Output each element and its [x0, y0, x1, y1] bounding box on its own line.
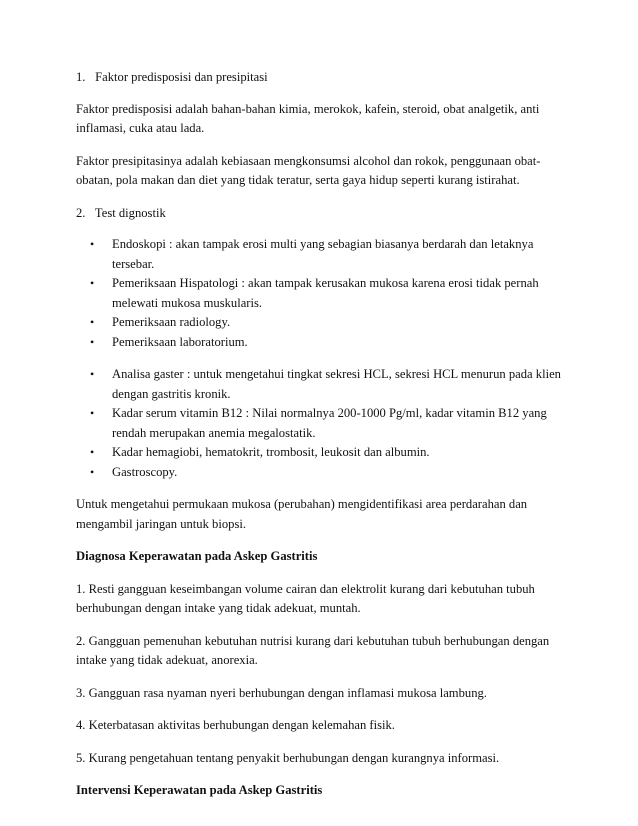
bullet-icon: •: [90, 276, 95, 290]
bullet-list-lab-tests: [76, 365, 576, 482]
section-title: Test dignostik: [94, 205, 166, 220]
diagnosa-item: 2. Gangguan pemenuhan kebutuhan nutrisi kurang dari kebutuhan tubuh berhubungan dengan intake yang tidak adekuat, anorexia.: [76, 633, 550, 667]
list-item: [76, 365, 576, 404]
bullet-icon: •: [90, 445, 95, 459]
section-heading-test-dignostik: [76, 204, 576, 224]
diagnosa-item: 3. Gangguan rasa nyaman nyeri berhubungan dengan inflamasi mukosa lambung.: [76, 685, 487, 700]
bullet-icon: •: [90, 334, 95, 349]
section-number: 1.: [76, 70, 86, 84]
list-item: [76, 235, 576, 274]
diagnosa-item: 1. Resti gangguan keseimbangan volume cairan dan elektrolit kurang dari kebutuhan tubuh berhubungan dengan intake yang tidak adekuat, muntah.: [76, 581, 535, 615]
list-item: [76, 404, 576, 443]
list-item: [76, 443, 576, 463]
section-heading-predisposisi: [76, 68, 576, 88]
heading-intervensi: Intervensi Keperawatan pada Askep Gastritis: [76, 783, 323, 797]
list-item-text: Endoskopi : akan tampak erosi multi yang sebagian biasanya berdarah dan letaknya tersebar.: [112, 237, 534, 271]
heading-diagnosa: Diagnosa Keperawatan pada Askep Gastritis: [76, 549, 318, 563]
list-item: [76, 274, 576, 313]
list-item-text: Pemeriksaan Hispatologi : akan tampak kerusakan mukosa karena erosi tidak pernah melewati mukosa muskularis.: [112, 276, 539, 310]
list-item: [76, 333, 576, 353]
bullet-icon: •: [90, 406, 95, 420]
section-number: 2.: [76, 205, 86, 220]
diagnosa-item: 5. Kurang pengetahuan tentang penyakit berhubungan dengan kurangnya informasi.: [76, 750, 500, 765]
list-item: [76, 463, 576, 483]
list-item-text: Analisa gaster : untuk mengetahui tingkat sekresi HCL, sekresi HCL menurun pada klien dengan gastritis kronik.: [112, 367, 561, 401]
section-title: Faktor predisposisi dan presipitasi: [95, 70, 268, 84]
list-item-text: Kadar hemagiobi, hematokrit, trombosit, leukosit dan albumin.: [112, 445, 430, 459]
bullet-icon: •: [90, 315, 95, 329]
list-item-text: Pemeriksaan laboratorium.: [112, 334, 248, 349]
paragraph-mukosa: Untuk mengetahui permukaan mukosa (perubahan) mengidentifikasi area perdarahan dan mengambil jaringan untuk biopsi.: [76, 497, 528, 531]
bullet-list-tests: [76, 235, 576, 352]
diagnosa-item: 4. Keterbatasan aktivitas berhubungan dengan kelemahan fisik.: [76, 718, 395, 732]
bullet-icon: •: [90, 464, 95, 479]
document-page: [76, 68, 576, 814]
list-item-text: Gastroscopy.: [112, 464, 178, 479]
bullet-icon: •: [90, 237, 95, 251]
bullet-icon: •: [90, 367, 95, 381]
paragraph-presipitasi: Faktor presipitasinya adalah kebiasaan mengkonsumsi alcohol dan rokok, penggunaan obat-obatan, pola makan dan diet yang tidak teratur, serta gaya hidup seperti kurang istirahat.: [76, 153, 541, 187]
paragraph-predisposisi: Faktor predisposisi adalah bahan-bahan kimia, merokok, kafein, steroid, obat analgetik, anti inflamasi, cuka atau lada.: [76, 101, 540, 135]
list-item: [76, 313, 576, 333]
list-item-text: Kadar serum vitamin B12 : Nilai normalnya 200-1000 Pg/ml, kadar vitamin B12 yang rendah merupakan anemia megalostatik.: [112, 406, 547, 440]
list-item-text: Pemeriksaan radiology.: [112, 315, 231, 329]
